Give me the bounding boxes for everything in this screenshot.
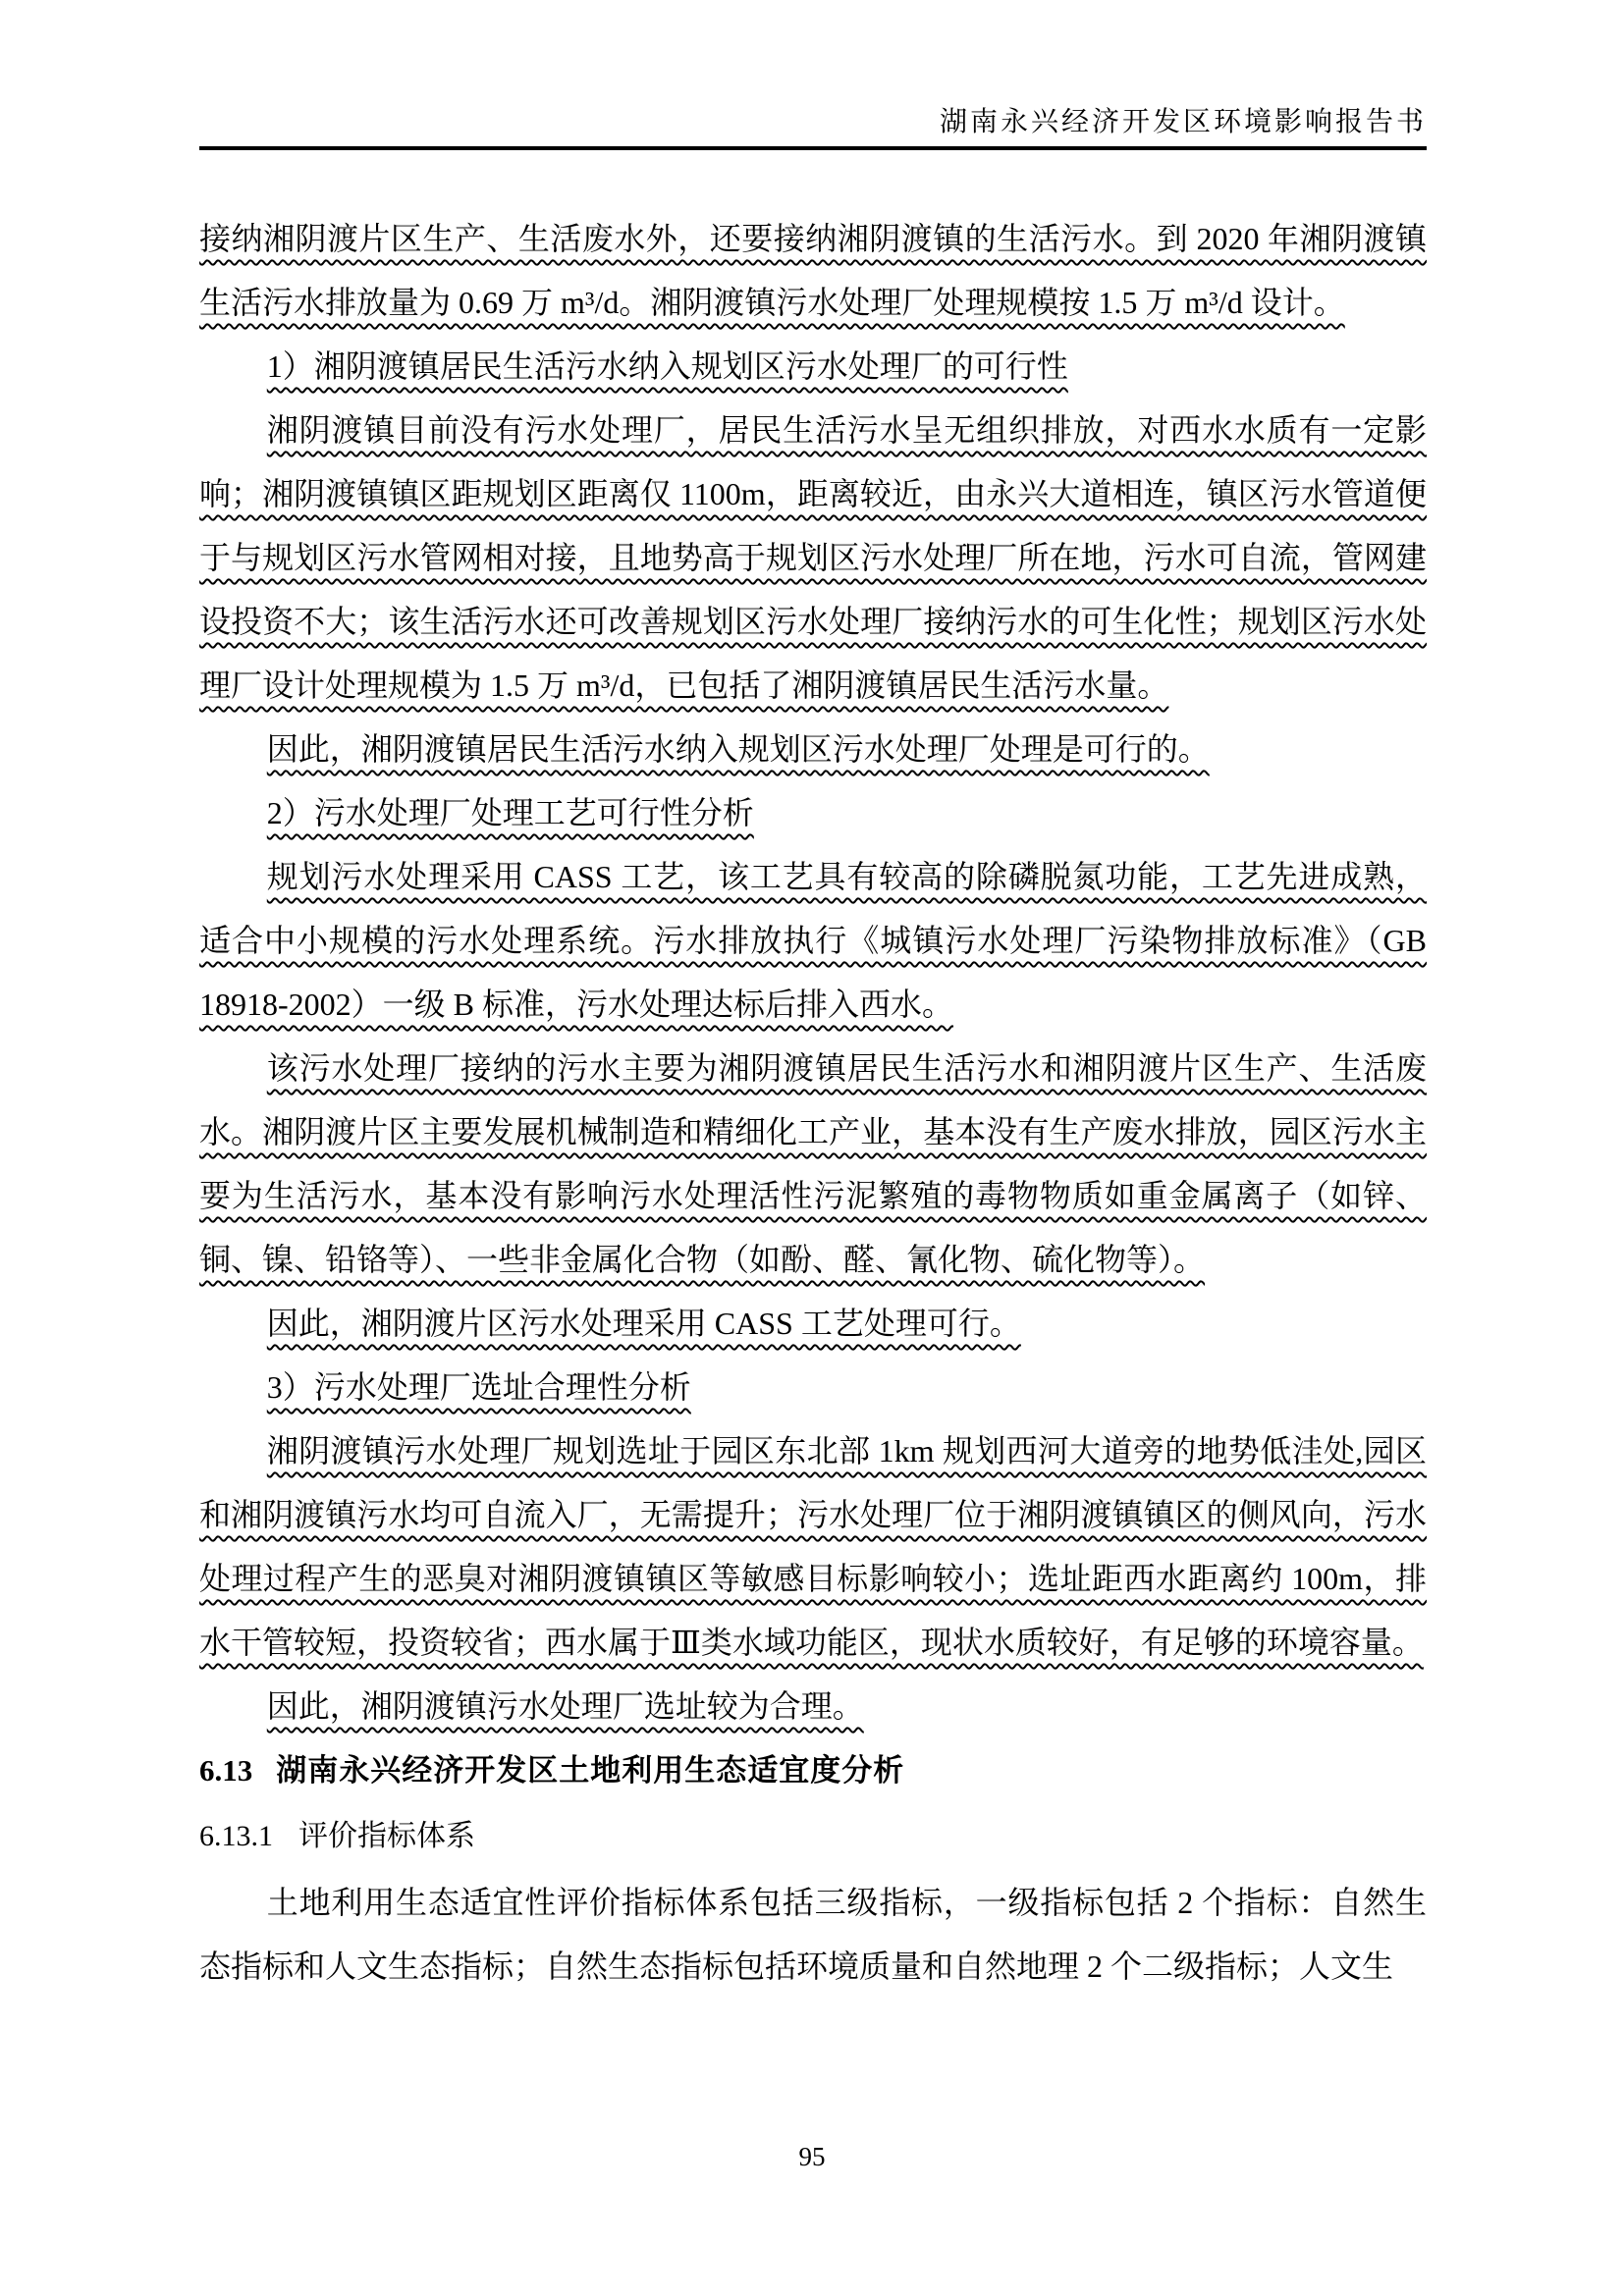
paragraph-item-2-body-b: 该污水处理厂接纳的污水主要为湘阴渡镇居民生活污水和湘阴渡片区生产、生活废水。湘阴渡片区主要发展机械制造和精细化工产业，基本没有生产废水排放，园区污水主要为生活污水，基本没有影响污水处理活性污泥繁殖的毒物物质如重金属离子（如锌、铜、镍、铅铬等）、一些非金属化合物（如酚、醛、氰化物、硫化物等）。 — [199, 1050, 1427, 1277]
subsection-heading-number: 6.13.1 — [199, 1820, 273, 1852]
paragraph-item-3-body: 湘阴渡镇污水处理厂规划选址于园区东北部 1km 规划西河大道旁的地势低洼处,园区和湘阴渡镇污水均可自流入厂，无需提升；污水处理厂位于湘阴渡镇镇区的侧风向，污水处理过程产生的恶臭对湘阴渡镇镇区等敏感目标影响较小；选址距西水距离约 100m，排水干管较短，投资较省；西水属于Ⅲ类水域功能区，现状水质较好，有足够的环境容量。 — [199, 1433, 1427, 1660]
header-title: 湖南永兴经济开发区环境影响报告书 — [939, 107, 1427, 137]
page-footer — [0, 2140, 1624, 2173]
document-body — [199, 207, 1427, 1999]
page-number: 95 — [798, 2142, 826, 2171]
paragraph-item-3-title: 3）污水处理厂选址合理性分析 — [266, 1369, 691, 1405]
section-heading-title: 湖南永兴经济开发区土地利用生态适宜度分析 — [276, 1753, 905, 1788]
paragraph-item-2-title: 2）污水处理厂处理工艺可行性分析 — [266, 795, 754, 830]
section-heading — [199, 1738, 1427, 1802]
page-header — [199, 106, 1427, 150]
paragraph-continuation: 接纳湘阴渡片区生产、生活废水外，还要接纳湘阴渡镇的生活污水。到 2020 年湘阴渡镇生活污水排放量为 0.69 万 m³/d。湘阴渡镇污水处理厂处理规模按 1.5 万 m³/d 设计。 — [199, 221, 1427, 320]
paragraph-item-2-body-a: 规划污水处理采用 CASS 工艺，该工艺具有较高的除磷脱氮功能，工艺先进成熟，适合中小规模的污水处理系统。污水排放执行《城镇污水处理厂污染物排放标准》（GB 18918-2002）一级 B 标准，污水处理达标后排入西水。 — [199, 859, 1427, 1022]
subsection-heading-title: 评价指标体系 — [298, 1820, 475, 1852]
paragraph-item-1-title: 1）湘阴渡镇居民生活污水纳入规划区污水处理厂的可行性 — [266, 348, 1068, 384]
header-rule — [199, 146, 1427, 150]
paragraph-indicator-system: 土地利用生态适宜性评价指标体系包括三级指标，一级指标包括 2 个指标：自然生态指标和人文生态指标；自然生态指标包括环境质量和自然地理 2 个二级指标；人文生 — [199, 1885, 1427, 1984]
paragraph-item-3-conclusion: 因此，湘阴渡镇污水处理厂选址较为合理。 — [266, 1688, 864, 1724]
paragraph-item-2-conclusion: 因此，湘阴渡片区污水处理采用 CASS 工艺处理可行。 — [266, 1306, 1021, 1341]
section-heading-number: 6.13 — [199, 1753, 253, 1788]
paragraph-item-1-conclusion: 因此，湘阴渡镇居民生活污水纳入规划区污水处理厂处理是可行的。 — [266, 731, 1210, 767]
paragraph-item-1-body: 湘阴渡镇目前没有污水处理厂，居民生活污水呈无组织排放，对西水水质有一定影响；湘阴渡镇镇区距规划区距离仅 1100m，距离较近，由永兴大道相连，镇区污水管道便于与规划区污水管网相对接，且地势高于规划区污水处理厂所在地，污水可自流，管网建设投资不大；该生活污水还可改善规划区污水处理厂接纳污水的可生化性；规划区污水处理厂设计处理规模为 1.5 万 m³/d，已包括了湘阴渡镇居民生活污水量。 — [199, 412, 1427, 703]
subsection-heading — [199, 1802, 1427, 1871]
